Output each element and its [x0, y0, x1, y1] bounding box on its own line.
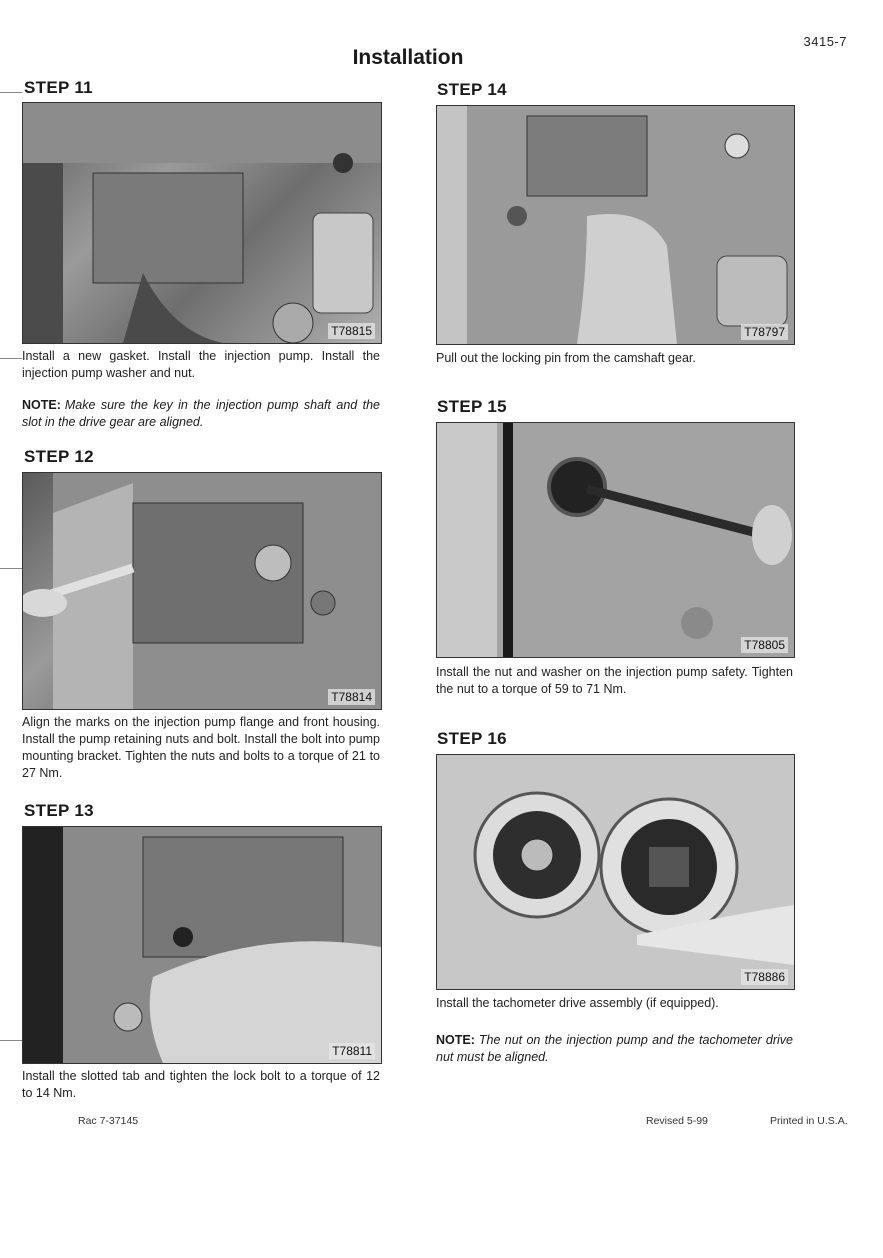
- step-15-heading: STEP 15: [437, 397, 507, 416]
- photo-label: T78814: [328, 689, 375, 705]
- drive-assembly-photo-icon: [437, 755, 794, 989]
- photo-label: T78811: [329, 1043, 375, 1059]
- step-14-photo: [436, 105, 795, 345]
- margin-mark: [0, 1040, 22, 1041]
- hand-photo-icon: [437, 106, 794, 344]
- engine-photo-icon: [23, 103, 381, 343]
- photo-label: T78815: [328, 323, 375, 339]
- hand-photo-icon: [23, 827, 381, 1063]
- photo-label: T78805: [741, 637, 788, 653]
- step-11-note: [22, 397, 380, 431]
- page-title: Installation: [352, 46, 464, 69]
- step-12-photo: [22, 472, 382, 710]
- photo-label: T78886: [741, 969, 788, 985]
- step-14-text: Pull out the locking pin from the camshaft gear.: [436, 351, 696, 365]
- photo-label: T78797: [741, 324, 788, 340]
- footer-doc-code: Rac 7-37145: [78, 1115, 139, 1127]
- margin-mark: [0, 358, 22, 359]
- step-11-photo: [22, 102, 382, 344]
- step-16-text: Install the tachometer drive assembly (if equipped).: [436, 996, 719, 1010]
- step-13-heading: STEP 13: [24, 801, 94, 820]
- step-11-heading: STEP 11: [24, 78, 93, 97]
- step-12-heading: STEP 12: [24, 447, 94, 466]
- step-12-text: Align the marks on the injection pump flange and front housing. Install the pump retaining nuts and bolt. Install the bolt into pump mounting bracket. Tighten the nuts and bolts to a torque of 21 to 27 Nm.: [22, 715, 380, 780]
- step-16-photo: [436, 754, 795, 990]
- page-number: 3415-7: [803, 34, 847, 49]
- step-13-text: Install the slotted tab and tighten the lock bolt to a torque of 12 to 14 Nm.: [22, 1069, 380, 1100]
- footer-revised: Revised 5-99: [646, 1115, 708, 1127]
- step-15-text: Install the nut and washer on the injection pump safety. Tighten the nut to a torque of 59 to 71 Nm.: [436, 665, 793, 696]
- footer-printed: Printed in U.S.A.: [770, 1115, 848, 1127]
- wrench-photo-icon: [23, 473, 381, 709]
- step-16-heading: STEP 16: [437, 729, 507, 748]
- note-text: Make sure the key in the injection pump shaft and the slot in the drive gear are aligned.: [22, 398, 380, 429]
- note-text: The nut on the injection pump and the tachometer drive nut must be aligned.: [436, 1033, 793, 1064]
- step-16-note: [436, 1032, 793, 1066]
- step-11-text: Install a new gasket. Install the injection pump. Install the injection pump washer and nut.: [22, 349, 380, 380]
- step-13-photo: [22, 826, 382, 1064]
- margin-mark: [0, 568, 22, 569]
- step-15-photo: [436, 422, 795, 658]
- note-label: NOTE:: [436, 1033, 475, 1047]
- margin-mark: [0, 92, 22, 93]
- step-14-heading: STEP 14: [437, 80, 507, 99]
- ratchet-photo-icon: [437, 423, 794, 657]
- note-label: NOTE:: [22, 398, 61, 412]
